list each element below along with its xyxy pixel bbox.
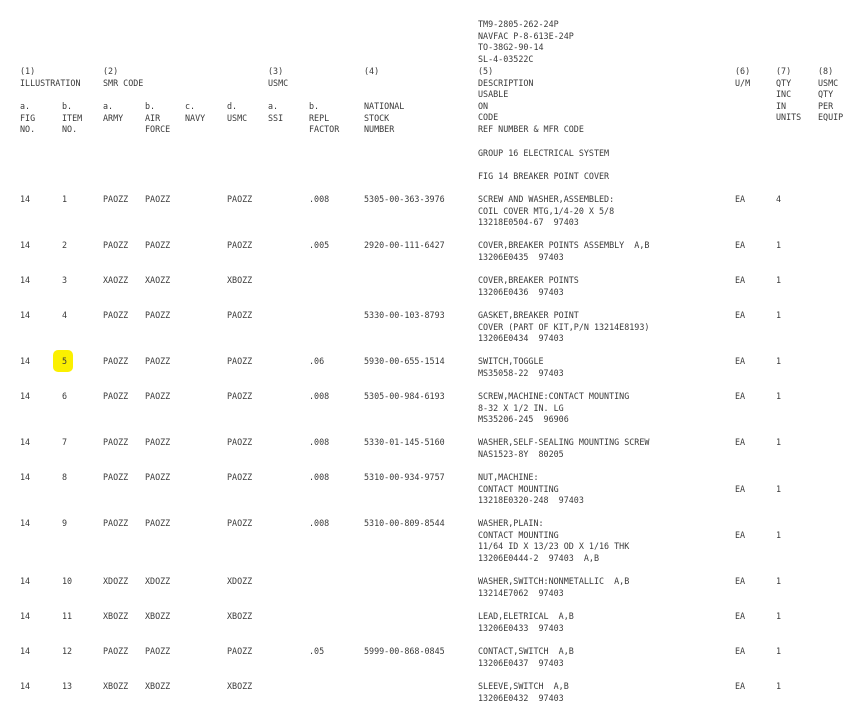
row-unit-of-measure: EA xyxy=(735,240,746,250)
header-air-force-line: AIR xyxy=(145,112,161,123)
row-smr-air-force: PAOZZ xyxy=(145,646,171,656)
document-id-block-line: TO-38G2-90-14 xyxy=(478,42,544,52)
header-fig-no-line: FIG xyxy=(20,112,36,123)
row-description xyxy=(478,472,584,507)
row-description-line: 13206E0444-2 97403 A,B xyxy=(478,552,600,563)
header-national-stock-number-line: STOCK xyxy=(364,112,390,123)
header-unit-of-measure xyxy=(735,66,750,89)
header-qty-inc-in-units xyxy=(776,66,801,124)
row-qty: 4 xyxy=(776,194,782,204)
row-smr-air-force: PAOZZ xyxy=(145,194,171,204)
header-description-line: ON xyxy=(478,100,489,111)
row-unit-of-measure: EA xyxy=(735,437,746,447)
row-qty: 1 xyxy=(776,611,782,621)
row-description xyxy=(478,356,564,379)
row-smr-army: PAOZZ xyxy=(103,518,129,528)
header-smr-code xyxy=(103,66,143,89)
header-col4-line: (4) xyxy=(364,66,380,76)
header-description-line: (5) xyxy=(478,66,494,76)
header-fig-no-line: NO. xyxy=(20,124,36,134)
header-description-line: CODE xyxy=(478,112,499,122)
row-stock-number: 5305-00-984-6193 xyxy=(364,391,445,401)
row-description-line: 11/64 ID X 13/23 OD X 1/16 THK xyxy=(478,541,630,551)
row-fig-no: 14 xyxy=(20,518,31,528)
header-ssi-line: a. xyxy=(268,101,279,111)
document-id-block-line: SL-4-03522C xyxy=(478,53,534,64)
row-smr-usmc: PAOZZ xyxy=(227,391,253,401)
header-navy xyxy=(185,101,205,124)
row-description-line: 13206E0435 97403 xyxy=(478,251,564,262)
header-repl-factor-line: b. xyxy=(309,101,320,111)
row-qty: 1 xyxy=(776,646,782,656)
row-unit-of-measure: EA xyxy=(735,310,746,320)
row-repl-factor: .008 xyxy=(309,518,330,528)
row-description xyxy=(478,611,574,634)
header-item-no xyxy=(62,101,82,136)
row-smr-army: XBOZZ xyxy=(103,681,129,691)
row-description-line: LEAD,ELETRICAL A,B xyxy=(478,611,574,621)
row-fig-no: 14 xyxy=(20,194,31,204)
row-description xyxy=(478,194,614,229)
row-description-line: WASHER,SELF-SEALING MOUNTING SCREW xyxy=(478,437,650,447)
document-id-block xyxy=(478,19,574,65)
row-smr-air-force: PAOZZ xyxy=(145,356,171,366)
row-fig-no: 14 xyxy=(20,646,31,656)
row-smr-usmc: XBOZZ xyxy=(227,681,253,691)
header-description-line: USABLE xyxy=(478,89,509,99)
header-usmc-line: USMC xyxy=(268,77,289,88)
row-smr-army: PAOZZ xyxy=(103,310,129,320)
header-army-line: ARMY xyxy=(103,112,124,123)
row-repl-factor: .008 xyxy=(309,437,330,447)
row-unit-of-measure: EA xyxy=(735,611,746,621)
header-description xyxy=(478,66,584,135)
row-stock-number: 5310-00-809-8544 xyxy=(364,518,445,528)
row-fig-no: 14 xyxy=(20,611,31,621)
row-description-line: 13206E0433 97403 xyxy=(478,622,564,633)
row-description-line: MS35058-22 97403 xyxy=(478,367,564,378)
row-fig-no: 14 xyxy=(20,472,31,482)
header-unit-of-measure-line: (6) xyxy=(735,66,751,76)
row-description-line: 13214E7062 97403 xyxy=(478,587,564,598)
row-repl-factor: .008 xyxy=(309,472,330,482)
header-fig-no-line: a. xyxy=(20,101,31,111)
row-description-line: MS35206-245 96906 xyxy=(478,414,569,424)
row-smr-usmc: PAOZZ xyxy=(227,356,253,366)
row-description xyxy=(478,391,629,426)
row-description xyxy=(478,437,649,460)
row-description-line: SCREW,MACHINE:CONTACT MOUNTING xyxy=(478,391,630,401)
header-navy-line: NAVY xyxy=(185,112,206,123)
row-description-line: GASKET,BREAKER POINT xyxy=(478,310,579,320)
header-navy-line: c. xyxy=(185,101,196,111)
row-smr-air-force: XDOZZ xyxy=(145,576,171,586)
row-unit-of-measure: EA xyxy=(735,391,746,401)
header-qty-inc-in-units-line: IN xyxy=(776,100,787,111)
row-description-line: 8-32 X 1/2 IN. LG xyxy=(478,402,564,413)
row-item-no: 4 xyxy=(62,310,68,320)
document-id-block-line: NAVFAC P-8-613E-24P xyxy=(478,30,574,41)
header-ssi xyxy=(268,101,283,124)
header-national-stock-number xyxy=(364,101,404,136)
header-national-stock-number-line: NATIONAL xyxy=(364,101,405,111)
row-smr-usmc: PAOZZ xyxy=(227,437,253,447)
row-item-no: 5 xyxy=(62,356,68,366)
header-repl-factor xyxy=(309,101,339,136)
row-description xyxy=(478,518,629,564)
row-description-line: COVER,BREAKER POINTS xyxy=(478,275,579,285)
row-unit-of-measure: EA xyxy=(735,530,746,540)
row-smr-army: PAOZZ xyxy=(103,194,129,204)
header-illustration-line: (1) xyxy=(20,66,36,76)
row-description-line: WASHER,SWITCH:NONMETALLIC A,B xyxy=(478,576,630,586)
row-stock-number: 5310-00-934-9757 xyxy=(364,472,445,482)
row-description-line: 13206E0437 97403 xyxy=(478,657,564,668)
row-stock-number: 5930-00-655-1514 xyxy=(364,356,445,366)
row-unit-of-measure: EA xyxy=(735,356,746,366)
header-air-force xyxy=(145,101,170,136)
row-item-no: 11 xyxy=(62,611,73,621)
row-repl-factor: .008 xyxy=(309,194,330,204)
row-smr-usmc: PAOZZ xyxy=(227,472,253,482)
header-ssi-line: SSI xyxy=(268,112,284,123)
row-smr-usmc: XBOZZ xyxy=(227,275,253,285)
row-qty: 1 xyxy=(776,391,782,401)
row-item-no: 7 xyxy=(62,437,68,447)
row-fig-no: 14 xyxy=(20,681,31,691)
row-description-line: CONTACT,SWITCH A,B xyxy=(478,646,574,656)
row-smr-army: PAOZZ xyxy=(103,437,129,447)
header-usmc-qty-per-equip-line: EQUIP xyxy=(818,112,844,122)
row-item-no: 12 xyxy=(62,646,73,656)
row-description-line: NUT,MACHINE: xyxy=(478,472,539,482)
row-smr-army: PAOZZ xyxy=(103,240,129,250)
header-qty-inc-in-units-line: (7) xyxy=(776,66,792,76)
row-unit-of-measure: EA xyxy=(735,275,746,285)
row-description-line: COVER (PART OF KIT,P/N 13214E8193) xyxy=(478,321,650,332)
row-description-line: CONTACT MOUNTING xyxy=(478,483,559,494)
row-description-line: 13218E0320-248 97403 xyxy=(478,495,584,505)
row-smr-usmc: PAOZZ xyxy=(227,310,253,320)
row-smr-air-force: XBOZZ xyxy=(145,611,171,621)
row-fig-no: 14 xyxy=(20,310,31,320)
row-fig-no: 14 xyxy=(20,356,31,366)
row-qty: 1 xyxy=(776,310,782,320)
row-description xyxy=(478,646,574,669)
header-item-no-line: b. xyxy=(62,101,73,111)
row-fig-no: 14 xyxy=(20,240,31,250)
header-illustration-line: ILLUSTRATION xyxy=(20,77,81,88)
header-col4 xyxy=(364,66,379,78)
header-air-force-line: FORCE xyxy=(145,124,171,134)
row-smr-army: PAOZZ xyxy=(103,646,129,656)
row-unit-of-measure: EA xyxy=(735,484,746,494)
row-smr-air-force: PAOZZ xyxy=(145,437,171,447)
row-description-line: NAS1523-8Y 80205 xyxy=(478,448,564,459)
header-item-no-line: NO. xyxy=(62,124,78,134)
row-item-no: 13 xyxy=(62,681,73,691)
row-qty: 1 xyxy=(776,576,782,586)
row-smr-air-force: PAOZZ xyxy=(145,391,171,401)
row-description xyxy=(478,576,629,599)
row-fig-no: 14 xyxy=(20,576,31,586)
row-smr-air-force: PAOZZ xyxy=(145,518,171,528)
header-description-line: DESCRIPTION xyxy=(478,77,534,88)
row-smr-air-force: XBOZZ xyxy=(145,681,171,691)
row-smr-usmc: PAOZZ xyxy=(227,518,253,528)
row-smr-air-force: PAOZZ xyxy=(145,310,171,320)
row-smr-usmc: PAOZZ xyxy=(227,646,253,656)
row-description-line: 13218E0504-67 97403 xyxy=(478,217,579,227)
row-qty: 1 xyxy=(776,484,782,494)
row-item-no: 10 xyxy=(62,576,73,586)
row-smr-army: PAOZZ xyxy=(103,472,129,482)
row-description-line: 13206E0434 97403 xyxy=(478,333,564,343)
header-smr-code-line: (2) xyxy=(103,66,119,76)
header-qty-inc-in-units-line: INC xyxy=(776,89,792,99)
header-army-line: a. xyxy=(103,101,114,111)
row-item-no: 2 xyxy=(62,240,68,250)
row-smr-army: XDOZZ xyxy=(103,576,129,586)
row-smr-army: XAOZZ xyxy=(103,275,129,285)
header-description-line: REF NUMBER & MFR CODE xyxy=(478,123,584,134)
row-description-line: CONTACT MOUNTING xyxy=(478,529,559,540)
row-smr-usmc: PAOZZ xyxy=(227,240,253,250)
header-usmc-qty-per-equip-line: PER xyxy=(818,100,834,111)
row-qty: 1 xyxy=(776,681,782,691)
row-description-line: SLEEVE,SWITCH A,B xyxy=(478,681,569,691)
row-unit-of-measure: EA xyxy=(735,576,746,586)
row-fig-no: 14 xyxy=(20,275,31,285)
row-stock-number: 5330-00-103-8793 xyxy=(364,310,445,320)
row-description xyxy=(478,275,579,298)
row-smr-air-force: PAOZZ xyxy=(145,240,171,250)
row-item-no: 1 xyxy=(62,194,68,204)
row-description-line: SWITCH,TOGGLE xyxy=(478,356,544,366)
row-smr-army: XBOZZ xyxy=(103,611,129,621)
row-qty: 1 xyxy=(776,275,782,285)
header-fig-no xyxy=(20,101,35,136)
row-unit-of-measure: EA xyxy=(735,681,746,691)
row-repl-factor: .005 xyxy=(309,240,330,250)
row-item-no: 9 xyxy=(62,518,68,528)
header-air-force-line: b. xyxy=(145,101,156,111)
row-smr-usmc: XDOZZ xyxy=(227,576,253,586)
header-usmc-line: (3) xyxy=(268,66,284,76)
row-qty: 1 xyxy=(776,530,782,540)
row-qty: 1 xyxy=(776,356,782,366)
header-repl-factor-line: FACTOR xyxy=(309,124,340,134)
header-usmc xyxy=(268,66,288,89)
figure-title: FIG 14 BREAKER POINT COVER xyxy=(478,171,610,181)
row-fig-no: 14 xyxy=(20,391,31,401)
row-stock-number: 5999-00-868-0845 xyxy=(364,646,445,656)
row-fig-no: 14 xyxy=(20,437,31,447)
row-item-no: 8 xyxy=(62,472,68,482)
header-usmc-qty-per-equip-line: (8) xyxy=(818,66,834,76)
row-repl-factor: .06 xyxy=(309,356,325,366)
header-usmc-qty-per-equip-line: QTY xyxy=(818,89,834,99)
row-description-line: SCREW AND WASHER,ASSEMBLED: xyxy=(478,194,615,204)
header-usmc-qty-per-equip xyxy=(818,66,843,124)
row-unit-of-measure: EA xyxy=(735,194,746,204)
document-id-block-line: TM9-2805-262-24P xyxy=(478,19,559,29)
row-description-line: WASHER,PLAIN: xyxy=(478,518,544,528)
row-smr-air-force: PAOZZ xyxy=(145,472,171,482)
row-description-line: COIL COVER MTG,1/4-20 X 5/8 xyxy=(478,205,615,216)
row-smr-usmc: XBOZZ xyxy=(227,611,253,621)
row-description-line: 13206E0436 97403 xyxy=(478,286,564,297)
header-unit-of-measure-line: U/M xyxy=(735,77,751,88)
header-usmc-qty-per-equip-line: USMC xyxy=(818,77,839,88)
row-repl-factor: .008 xyxy=(309,391,330,401)
header-usmc-smr-line: d. xyxy=(227,101,238,111)
row-stock-number: 2920-00-111-6427 xyxy=(364,240,445,250)
row-qty: 1 xyxy=(776,437,782,447)
header-army xyxy=(103,101,123,124)
row-unit-of-measure: EA xyxy=(735,646,746,656)
header-qty-inc-in-units-line: QTY xyxy=(776,77,792,88)
row-stock-number: 5330-01-145-5160 xyxy=(364,437,445,447)
row-smr-army: PAOZZ xyxy=(103,356,129,366)
header-usmc-smr xyxy=(227,101,247,124)
header-national-stock-number-line: NUMBER xyxy=(364,124,395,134)
header-repl-factor-line: REPL xyxy=(309,112,330,123)
row-item-no: 6 xyxy=(62,391,68,401)
header-smr-code-line: SMR CODE xyxy=(103,77,144,88)
row-description xyxy=(478,681,569,704)
row-description-line: COVER,BREAKER POINTS ASSEMBLY A,B xyxy=(478,240,650,250)
header-illustration xyxy=(20,66,81,89)
row-stock-number: 5305-00-363-3976 xyxy=(364,194,445,204)
row-description xyxy=(478,310,649,345)
row-smr-usmc: PAOZZ xyxy=(227,194,253,204)
header-item-no-line: ITEM xyxy=(62,112,83,123)
header-qty-inc-in-units-line: UNITS xyxy=(776,112,802,122)
row-smr-air-force: XAOZZ xyxy=(145,275,171,285)
row-item-no: 3 xyxy=(62,275,68,285)
row-description-line: 13206E0432 97403 xyxy=(478,692,564,703)
row-smr-army: PAOZZ xyxy=(103,391,129,401)
row-description xyxy=(478,240,649,263)
row-qty: 1 xyxy=(776,240,782,250)
group-title: GROUP 16 ELECTRICAL SYSTEM xyxy=(478,148,610,158)
header-usmc-smr-line: USMC xyxy=(227,112,248,123)
row-repl-factor: .05 xyxy=(309,646,325,656)
